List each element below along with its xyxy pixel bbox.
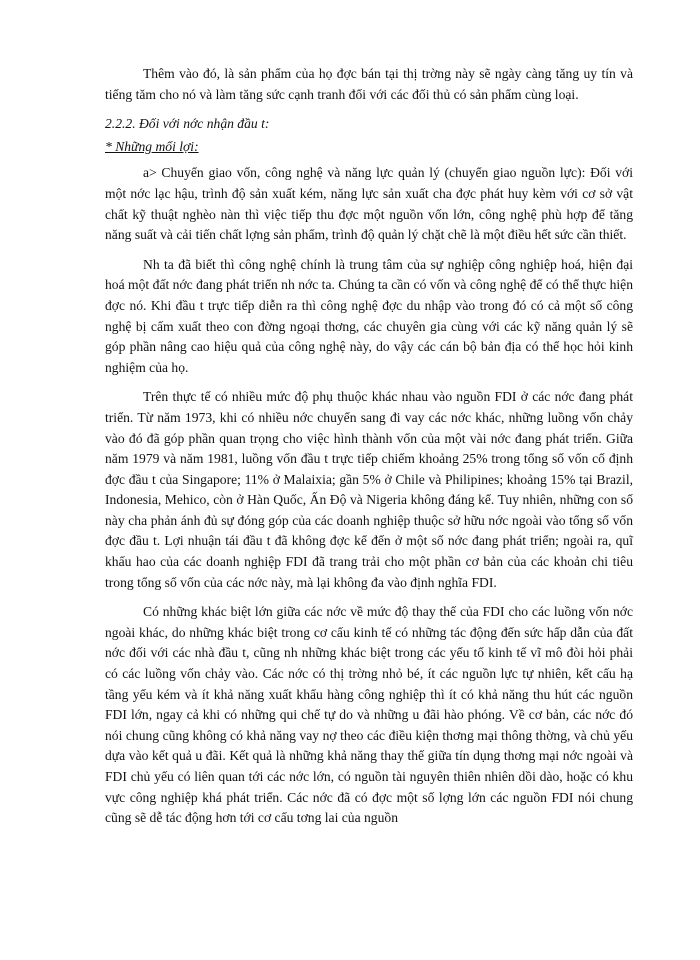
document-page — [105, 64, 633, 829]
paragraph-fdi-dependence: Trên thực tế có nhiều mức độ phụ thuộc khác nhau vào nguồn FDI ở các nớc đang phát triển. Từ năm 1973, khi có nhiều nớc chuyển sang đi vay các nớc khác, những luồng vốn chảy vào đó đã góp phần quan trọng cho việc hình thành vốn của một vài nớc đang phát triển. Giữa năm 1979 và năm 1981, luồng vốn đầu t trực tiếp chiếm khoảng 25% trong tổng số vốn cố định đợc đầu t của Singapore; 11% ở Malaixia; gần 5% ở Chile và Philipines; khoảng 15% tại Brazil, Indonesia, Mehico, còn ở Hàn Quốc, Ấn Độ và Nigeria không đáng kể. Tuy nhiên, những con số này cha phản ánh đủ sự đóng góp của các doanh nghiệp thuộc sở hữu nớc ngoài vào tổng số vốn đợc đầu t. Lợi nhuận tái đầu t đã không đợc kể đến ở một số nớc đang phát triển; ngoài ra, quĩ khấu hao của các doanh nghiệp FDI đã trang trải cho một phần cơ bản của các khoản chi tiêu trong tổng số vốn của các nớc này, mà lại không đa vào định nghĩa FDI. — [105, 389, 633, 590]
section-heading: 2.2.2. Đối với nớc nhận đầu t: — [105, 116, 270, 132]
paragraph-intro: Thêm vào đó, là sản phẩm của họ đợc bán tại thị trờng này sẽ ngày càng tăng uy tín và tiếng tăm cho nó và làm tăng sức cạnh tranh đối với các đối thủ có sản phẩm cùng loại. — [105, 66, 633, 102]
list-item-a: a> Chuyển giao vốn, công nghệ và năng lực quản lý (chuyển giao nguồn lực): Đối với một nớc lạc hậu, trình độ sản xuất kém, năng lực sản xuất cha đợc phát huy kèm với cơ sở vật chất kỹ thuật nghèo nàn thì việc tiếp thu đợc một nguồn vốn lớn, công nghệ phù hợp để tăng năng suất và cải tiến chất lợng sản phẩm, trình độ quản lý chặt chẽ là một điều hết sức cần thiết. — [105, 165, 633, 243]
paragraph-technology: Nh ta đã biết thì công nghệ chính là trung tâm của sự nghiệp công nghiệp hoá, hiện đại hoá một đất nớc đang phát triển nh nớc ta. Chúng ta cần có vốn và công nghệ để có thể thực hiện đợc nó. Khi đầu t trực tiếp diễn ra thì công nghệ đợc du nhập vào trong đó có cả một số công nghệ bị cấm xuất theo con đờng ngoại thơng, các chuyên gia cùng với các kỹ năng quản lý sẽ góp phần nâng cao hiệu quả của công nghệ này, do vậy các cán bộ bản địa có thể học hỏi kinh nghiệm của họ. — [105, 256, 633, 375]
subheading-benefits: * Những mối lợi: — [105, 138, 199, 154]
paragraph-fdi-differences: Có những khác biệt lớn giữa các nớc về mức độ thay thế của FDI cho các luồng vốn nớc ngoài khác, do những khác biệt trong cơ cấu kinh tế có những tác động đến sức hấp dẫn của đất nớc đối với các nhà đầu t, cũng nh những khác biệt trong các yếu tố kinh tế vĩ mô đòi hỏi phải có các luồng vốn chảy vào. Các nớc có thị trờng nhỏ bé, ít các nguồn lực tự nhiên, kết cấu hạ tầng yếu kém và ít khả năng xuất khẩu hàng công nghiệp thì ít có khả năng thu hút các nguồn FDI lớn, ngay cả khi có những qui chế tự do và những u đãi hào phóng. Về cơ bản, các nớc đó nói chung cũng không có khả năng vay nợ theo các điều kiện thơng mại thông thờng, và chủ yếu dựa vào kết quả u đãi. Kết quả là những khả năng thay thế giữa tín dụng thơng mại nớc ngoài và FDI chủ yếu có liên quan tới các nớc lớn, có nguồn tài nguyên thiên nhiên dồi dào, hoặc có khu vực công nghiệp khá phát triển. Các nớc đã có đợc một số lợng lớn các nguồn FDI nói chung cũng sẽ dễ tác động hơn tới cơ cấu tơng lai của nguồn — [105, 604, 633, 826]
